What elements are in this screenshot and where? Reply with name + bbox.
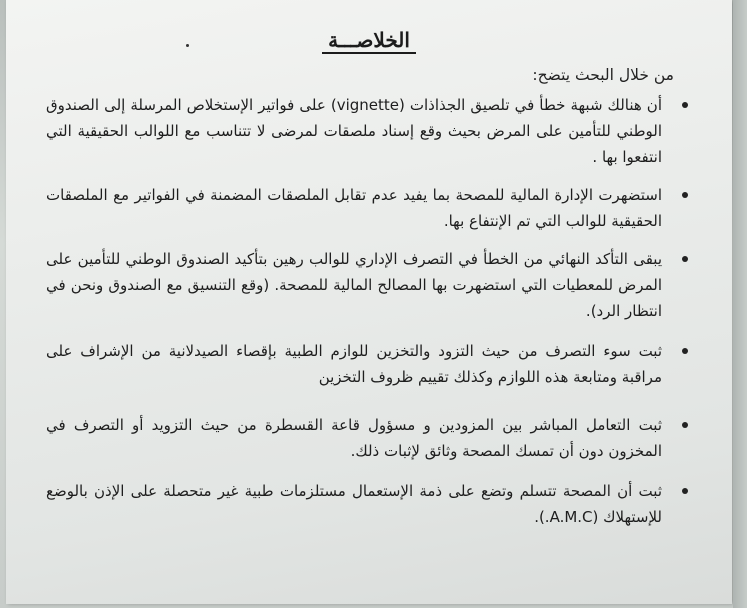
page-edge-shadow [733,0,747,608]
bullet-icon [682,102,688,108]
list-item-text: يبقى التأكد النهائي من الخطأ في التصرف الإداري للوالب رهين بتأكيد الصندوق الوطني للتأمين على المرض للمعطيات التي استضهرت بها المصالح المالية للمصحة. (وقع التنسيق مع الصندوق ونحن في انتظار الرد). [46,250,662,320]
title-text: الخلاصـــة [322,28,416,54]
list-item [46,92,662,170]
list-item-text: ثبت سوء التصرف من حيث التزود والتخزين للوازم الطبية بإقصاء الصيدلانية من الإشراف على مراقبة ومتابعة هذه اللوازم وكذلك تقييم ظروف التخزين [46,342,662,386]
list-item [46,338,662,390]
list-item [46,478,662,530]
list-item-text: أن هنالك شبهة خطأ في تلصيق الجذاذات (vignette) على فواتير الإستخلاص المرسلة إلى الصندوق الوطني للتأمين على المرض بحيث وقع إسناد ملصقات لمرضى لا تتناسب مع اللوالب الحقيقية التي انتفعوا بها . [46,96,662,166]
bullet-icon [682,348,688,354]
list-item [46,412,662,464]
bullet-icon [682,488,688,494]
list-item-text: استضهرت الإدارة المالية للمصحة بما يفيد عدم تقابل الملصقات المضمنة في الفواتير مع الملصقات الحقيقية للوالب التي تم الإنتفاع بها. [46,186,662,230]
bullet-icon [682,192,688,198]
list-item-text: ثبت أن المصحة تتسلم وتضع على ذمة الإستعمال مستلزمات طبية غير متحصلة على الإذن بالوضع للإستهلاك (A.M.C.). [46,482,662,526]
ink-dot [186,44,189,47]
bullet-icon [682,422,688,428]
list-item [46,246,662,324]
document-page [6,0,732,604]
list-item [46,182,662,234]
intro-text: من خلال البحث يتضح: [532,66,674,84]
page-title [6,28,732,52]
bullet-icon [682,256,688,262]
list-item-text: ثبت التعامل المباشر بين المزودين و مسؤول قاعة القسطرة من حيث التزويد أو التصرف في المخزون دون أن تمسك المصحة وثائق لإثبات ذلك. [46,416,662,460]
